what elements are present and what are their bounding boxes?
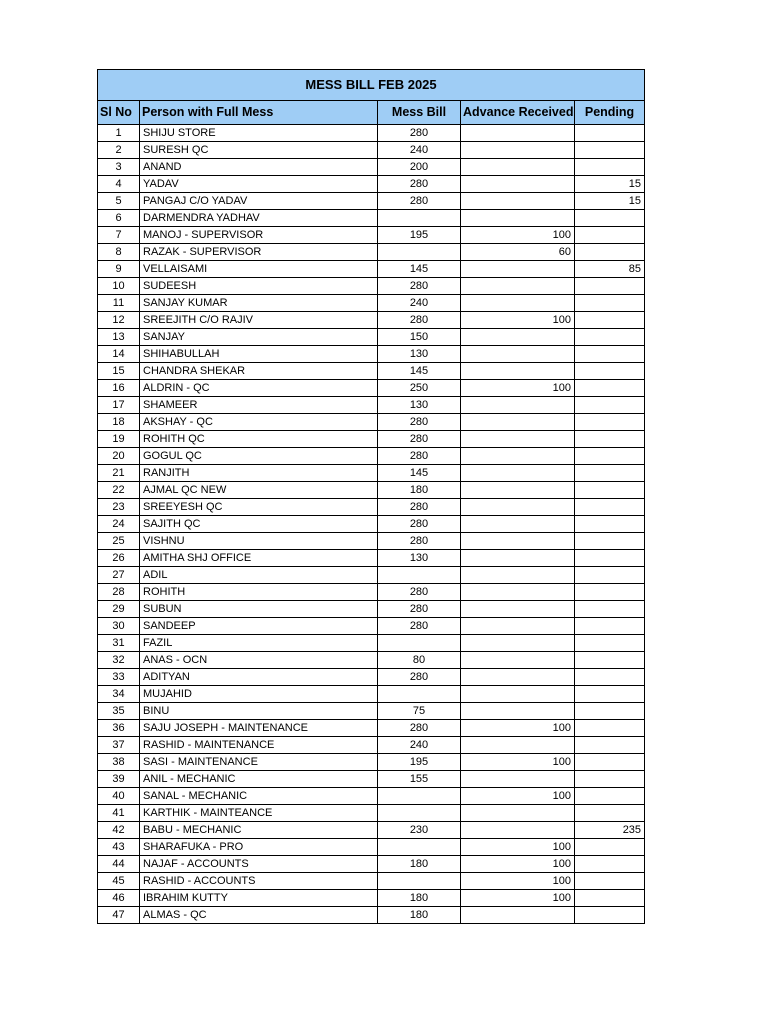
cell-person: BABU - MECHANIC [140,822,378,839]
cell-mess-bill [378,210,461,227]
cell-sl-no: 45 [98,873,140,890]
cell-mess-bill: 200 [378,159,461,176]
cell-mess-bill: 180 [378,482,461,499]
cell-pending [575,414,645,431]
column-header-advance-received: Advance Received [461,101,575,125]
cell-sl-no: 31 [98,635,140,652]
cell-advance-received [461,465,575,482]
cell-mess-bill: 130 [378,550,461,567]
cell-person: SHIJU STORE [140,125,378,142]
cell-sl-no: 16 [98,380,140,397]
table-row [98,907,645,924]
cell-advance-received [461,414,575,431]
cell-person: ROHITH [140,584,378,601]
cell-sl-no: 47 [98,907,140,924]
cell-advance-received [461,193,575,210]
cell-pending [575,890,645,907]
cell-mess-bill: 280 [378,533,461,550]
cell-advance-received [461,771,575,788]
cell-advance-received [461,210,575,227]
cell-advance-received [461,822,575,839]
cell-sl-no: 11 [98,295,140,312]
header-row [98,101,645,125]
cell-pending [575,482,645,499]
cell-pending [575,550,645,567]
cell-advance-received [461,125,575,142]
cell-pending: 15 [575,193,645,210]
cell-person: ALDRIN - QC [140,380,378,397]
cell-person: ANAS - OCN [140,652,378,669]
cell-person: SAJITH QC [140,516,378,533]
cell-mess-bill: 280 [378,278,461,295]
column-header-mess-bill: Mess Bill [378,101,461,125]
cell-advance-received [461,703,575,720]
cell-person: DARMENDRA YADHAV [140,210,378,227]
cell-advance-received: 100 [461,227,575,244]
cell-mess-bill: 80 [378,652,461,669]
cell-pending [575,703,645,720]
cell-sl-no: 13 [98,329,140,346]
cell-pending [575,839,645,856]
cell-advance-received [461,397,575,414]
column-header-person: Person with Full Mess [140,101,378,125]
cell-pending [575,329,645,346]
cell-advance-received [461,176,575,193]
cell-advance-received [461,329,575,346]
cell-mess-bill [378,567,461,584]
cell-pending [575,431,645,448]
cell-advance-received [461,686,575,703]
cell-advance-received: 100 [461,754,575,771]
cell-mess-bill: 130 [378,346,461,363]
table-row [98,822,645,839]
cell-pending [575,278,645,295]
cell-sl-no: 26 [98,550,140,567]
cell-sl-no: 37 [98,737,140,754]
cell-person: SREEYESH QC [140,499,378,516]
cell-advance-received [461,346,575,363]
cell-sl-no: 27 [98,567,140,584]
cell-mess-bill: 130 [378,397,461,414]
cell-sl-no: 24 [98,516,140,533]
cell-person: AKSHAY - QC [140,414,378,431]
cell-person: SUBUN [140,601,378,618]
cell-person: SANDEEP [140,618,378,635]
cell-person: SREEJITH C/O RAJIV [140,312,378,329]
cell-pending [575,737,645,754]
cell-pending [575,805,645,822]
cell-advance-received [461,618,575,635]
table-row [98,278,645,295]
cell-advance-received [461,142,575,159]
table-row [98,193,645,210]
cell-mess-bill: 155 [378,771,461,788]
cell-person: SASI - MAINTENANCE [140,754,378,771]
cell-advance-received: 100 [461,890,575,907]
title-row [98,70,645,101]
cell-person: IBRAHIM KUTTY [140,890,378,907]
cell-advance-received: 60 [461,244,575,261]
cell-mess-bill: 250 [378,380,461,397]
cell-advance-received [461,533,575,550]
cell-sl-no: 30 [98,618,140,635]
table-row [98,363,645,380]
cell-advance-received [461,601,575,618]
cell-pending [575,788,645,805]
table-row [98,261,645,278]
cell-pending [575,142,645,159]
cell-sl-no: 34 [98,686,140,703]
cell-advance-received [461,584,575,601]
cell-sl-no: 42 [98,822,140,839]
cell-mess-bill: 180 [378,890,461,907]
cell-pending [575,210,645,227]
cell-pending [575,618,645,635]
cell-mess-bill: 280 [378,414,461,431]
cell-mess-bill: 280 [378,720,461,737]
cell-person: RASHID - MAINTENANCE [140,737,378,754]
cell-advance-received: 100 [461,856,575,873]
sheet-title: MESS BILL FEB 2025 [98,70,645,101]
cell-advance-received [461,516,575,533]
cell-person: AJMAL QC NEW [140,482,378,499]
table-row [98,397,645,414]
cell-advance-received: 100 [461,873,575,890]
cell-sl-no: 22 [98,482,140,499]
cell-person: RASHID - ACCOUNTS [140,873,378,890]
cell-sl-no: 44 [98,856,140,873]
cell-pending [575,227,645,244]
cell-person: GOGUL QC [140,448,378,465]
table-row [98,873,645,890]
cell-person: SANAL - MECHANIC [140,788,378,805]
table-row [98,754,645,771]
cell-sl-no: 20 [98,448,140,465]
cell-mess-bill: 280 [378,584,461,601]
table-row [98,227,645,244]
cell-pending [575,363,645,380]
cell-advance-received [461,635,575,652]
cell-person: ALMAS - QC [140,907,378,924]
table-row [98,584,645,601]
table-row [98,737,645,754]
cell-sl-no: 5 [98,193,140,210]
cell-person: VISHNU [140,533,378,550]
cell-mess-bill: 240 [378,142,461,159]
cell-mess-bill: 150 [378,329,461,346]
cell-person: SANJAY [140,329,378,346]
cell-sl-no: 2 [98,142,140,159]
cell-sl-no: 33 [98,669,140,686]
table-row [98,499,645,516]
cell-pending [575,567,645,584]
cell-sl-no: 32 [98,652,140,669]
column-header-sl-no: Sl No [98,101,140,125]
table-row [98,686,645,703]
cell-pending [575,533,645,550]
cell-sl-no: 14 [98,346,140,363]
cell-person: FAZIL [140,635,378,652]
cell-sl-no: 36 [98,720,140,737]
table-row [98,703,645,720]
column-header-pending: Pending [575,101,645,125]
cell-sl-no: 38 [98,754,140,771]
cell-advance-received [461,363,575,380]
table-row [98,720,645,737]
cell-mess-bill: 280 [378,125,461,142]
table-row [98,890,645,907]
cell-sl-no: 3 [98,159,140,176]
cell-sl-no: 18 [98,414,140,431]
table-row [98,652,645,669]
cell-person: SHAMEER [140,397,378,414]
cell-mess-bill [378,839,461,856]
cell-mess-bill: 280 [378,601,461,618]
cell-mess-bill: 240 [378,295,461,312]
cell-sl-no: 15 [98,363,140,380]
cell-advance-received [461,261,575,278]
cell-mess-bill: 145 [378,465,461,482]
table-row [98,380,645,397]
cell-advance-received: 100 [461,380,575,397]
cell-person: MUJAHID [140,686,378,703]
cell-sl-no: 17 [98,397,140,414]
cell-pending [575,686,645,703]
table-row [98,533,645,550]
cell-pending [575,380,645,397]
table-row [98,312,645,329]
cell-mess-bill: 180 [378,907,461,924]
table-row [98,329,645,346]
cell-mess-bill: 280 [378,618,461,635]
table-row [98,856,645,873]
table-row [98,176,645,193]
table-row [98,771,645,788]
cell-person: ANIL - MECHANIC [140,771,378,788]
cell-advance-received [461,907,575,924]
cell-mess-bill: 230 [378,822,461,839]
cell-advance-received: 100 [461,720,575,737]
cell-sl-no: 29 [98,601,140,618]
cell-person: SUDEESH [140,278,378,295]
table-row [98,295,645,312]
cell-mess-bill [378,805,461,822]
cell-advance-received: 100 [461,788,575,805]
cell-mess-bill [378,635,461,652]
cell-pending: 235 [575,822,645,839]
cell-advance-received [461,278,575,295]
cell-mess-bill: 145 [378,261,461,278]
cell-sl-no: 4 [98,176,140,193]
cell-person: MANOJ - SUPERVISOR [140,227,378,244]
cell-pending: 85 [575,261,645,278]
cell-pending [575,601,645,618]
table-row [98,567,645,584]
cell-person: PANGAJ C/O YADAV [140,193,378,210]
cell-pending [575,499,645,516]
table-row [98,125,645,142]
cell-person: SAJU JOSEPH - MAINTENANCE [140,720,378,737]
cell-sl-no: 9 [98,261,140,278]
table-row [98,431,645,448]
cell-person: ROHITH QC [140,431,378,448]
cell-mess-bill: 195 [378,227,461,244]
cell-person: CHANDRA SHEKAR [140,363,378,380]
table-row [98,159,645,176]
cell-mess-bill: 280 [378,516,461,533]
cell-person: SURESH QC [140,142,378,159]
cell-advance-received [461,482,575,499]
cell-pending [575,873,645,890]
cell-sl-no: 21 [98,465,140,482]
table-row [98,618,645,635]
cell-mess-bill: 280 [378,431,461,448]
table-row [98,210,645,227]
cell-sl-no: 19 [98,431,140,448]
cell-person: SHARAFUKA - PRO [140,839,378,856]
cell-sl-no: 41 [98,805,140,822]
cell-advance-received: 100 [461,312,575,329]
table-row [98,839,645,856]
cell-advance-received [461,567,575,584]
cell-person: ADITYAN [140,669,378,686]
cell-sl-no: 6 [98,210,140,227]
cell-pending [575,346,645,363]
cell-pending [575,244,645,261]
cell-mess-bill: 280 [378,176,461,193]
cell-sl-no: 12 [98,312,140,329]
cell-sl-no: 1 [98,125,140,142]
cell-mess-bill [378,686,461,703]
cell-sl-no: 7 [98,227,140,244]
cell-person: SHIHABULLAH [140,346,378,363]
cell-pending [575,856,645,873]
cell-sl-no: 39 [98,771,140,788]
cell-advance-received [461,499,575,516]
cell-pending [575,159,645,176]
table-row [98,448,645,465]
cell-pending [575,312,645,329]
cell-person: AMITHA SHJ OFFICE [140,550,378,567]
cell-mess-bill [378,873,461,890]
cell-pending [575,754,645,771]
cell-pending [575,584,645,601]
cell-pending [575,669,645,686]
cell-sl-no: 40 [98,788,140,805]
cell-sl-no: 23 [98,499,140,516]
cell-pending [575,635,645,652]
table-row [98,142,645,159]
cell-sl-no: 43 [98,839,140,856]
cell-mess-bill: 280 [378,312,461,329]
cell-person: KARTHIK - MAINTEANCE [140,805,378,822]
cell-sl-no: 8 [98,244,140,261]
cell-person: RAZAK - SUPERVISOR [140,244,378,261]
table-row [98,414,645,431]
cell-mess-bill: 75 [378,703,461,720]
cell-pending: 15 [575,176,645,193]
table-row [98,465,645,482]
cell-advance-received [461,550,575,567]
cell-advance-received: 100 [461,839,575,856]
cell-pending [575,652,645,669]
cell-advance-received [461,159,575,176]
cell-person: SANJAY KUMAR [140,295,378,312]
cell-mess-bill: 195 [378,754,461,771]
cell-mess-bill: 180 [378,856,461,873]
table-row [98,244,645,261]
cell-person: NAJAF - ACCOUNTS [140,856,378,873]
table-row [98,482,645,499]
cell-advance-received [461,431,575,448]
cell-pending [575,907,645,924]
cell-mess-bill: 280 [378,669,461,686]
cell-advance-received [461,805,575,822]
cell-mess-bill [378,244,461,261]
table-row [98,669,645,686]
table-body [98,125,645,924]
cell-advance-received [461,448,575,465]
cell-sl-no: 35 [98,703,140,720]
table-row [98,635,645,652]
cell-sl-no: 10 [98,278,140,295]
cell-person: RANJITH [140,465,378,482]
cell-mess-bill: 240 [378,737,461,754]
cell-advance-received [461,669,575,686]
cell-mess-bill: 145 [378,363,461,380]
cell-pending [575,295,645,312]
cell-person: ADIL [140,567,378,584]
cell-mess-bill: 280 [378,448,461,465]
mess-bill-table [97,69,645,924]
cell-pending [575,465,645,482]
cell-mess-bill: 280 [378,193,461,210]
cell-person: BINU [140,703,378,720]
cell-mess-bill [378,788,461,805]
table-row [98,805,645,822]
cell-advance-received [461,737,575,754]
table-row [98,550,645,567]
table-row [98,516,645,533]
table-row [98,601,645,618]
cell-sl-no: 46 [98,890,140,907]
cell-advance-received [461,652,575,669]
cell-pending [575,720,645,737]
cell-person: YADAV [140,176,378,193]
cell-pending [575,397,645,414]
cell-pending [575,448,645,465]
cell-pending [575,516,645,533]
cell-pending [575,771,645,788]
cell-sl-no: 25 [98,533,140,550]
table-row [98,346,645,363]
cell-mess-bill: 280 [378,499,461,516]
cell-person: ANAND [140,159,378,176]
cell-pending [575,125,645,142]
cell-sl-no: 28 [98,584,140,601]
cell-person: VELLAISAMI [140,261,378,278]
cell-advance-received [461,295,575,312]
table-row [98,788,645,805]
